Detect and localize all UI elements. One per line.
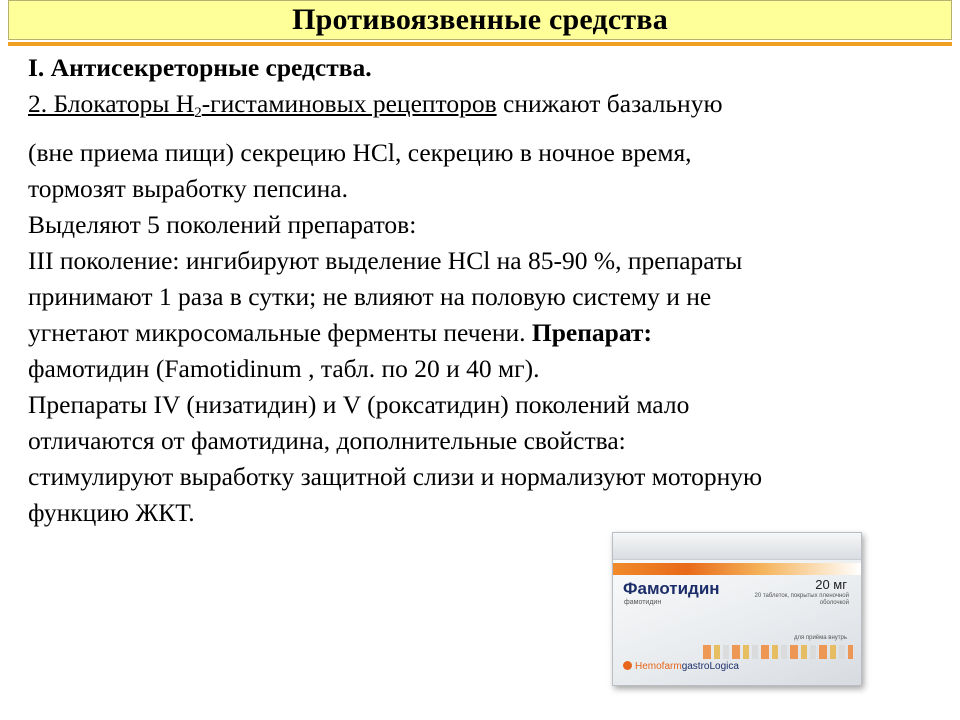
- package-latin-name: фамотидин: [624, 599, 662, 606]
- blockers-link-text: [28, 89, 497, 121]
- text-line-5: III поколение: ингибируют выделение HCl на 85-90 %, препараты: [28, 246, 743, 275]
- title-divider: [8, 42, 952, 46]
- blockers-number: 2. Блокаторы Н: [28, 89, 195, 118]
- package-note: для приёма внутрь: [793, 635, 847, 641]
- section-heading: I. Антисекреторные средства.: [28, 53, 372, 82]
- line1-tail: снижают базальную: [496, 89, 723, 118]
- package-dose: 20 мг: [815, 577, 847, 592]
- text-line-3: тормозят выработку пепсина.: [28, 174, 348, 203]
- blockers-rest: -гистаминовых рецепторов: [201, 89, 497, 118]
- brand-name-b: gastroLogica: [681, 661, 739, 672]
- h2-subscript: 2: [194, 105, 202, 121]
- package-brand: [623, 661, 739, 672]
- text-line-1: [28, 86, 953, 131]
- package-decorative-squares: [703, 645, 853, 659]
- text-line-12: функцию ЖКТ.: [28, 498, 195, 527]
- text-line-10: отличаются от фамотидина, дополнительные свойства:: [28, 426, 626, 455]
- package-name: Фамотидин: [623, 579, 720, 598]
- slide-title-bar: [8, 0, 952, 40]
- package-top-flap: [613, 533, 861, 560]
- drug-label: Препарат:: [531, 318, 652, 347]
- brand-name-a: Hemofarm: [635, 661, 682, 672]
- brand-logo-icon: [623, 661, 632, 670]
- slide-body: [28, 50, 953, 531]
- drug-package-image: [612, 532, 862, 686]
- package-orange-stripe: [613, 563, 861, 575]
- text-line-7: [28, 315, 953, 351]
- package-small-text: 20 таблеток, покрытых пленочной оболочкой: [754, 593, 849, 606]
- text-line-9: Препараты IV (низатидин) и V (роксатидин) поколений мало: [28, 390, 690, 419]
- text-line-2: (вне приема пищи) секрецию НСl, секрецию в ночное время,: [28, 138, 692, 167]
- text-line-4: Выделяют 5 поколений препаратов:: [28, 210, 417, 239]
- line7-text: угнетают микросомальные ферменты печени.: [28, 318, 532, 347]
- text-line-11: стимулируют выработку защитной слизи и нормализуют моторную: [28, 462, 763, 491]
- slide-title: Противоязвенные средства: [292, 3, 668, 36]
- text-line-8: фамотидин (Famotidinum , табл. по 20 и 40 мг).: [28, 354, 540, 383]
- text-line-6: принимают 1 раза в сутки; не влияют на половую систему и не: [28, 282, 712, 311]
